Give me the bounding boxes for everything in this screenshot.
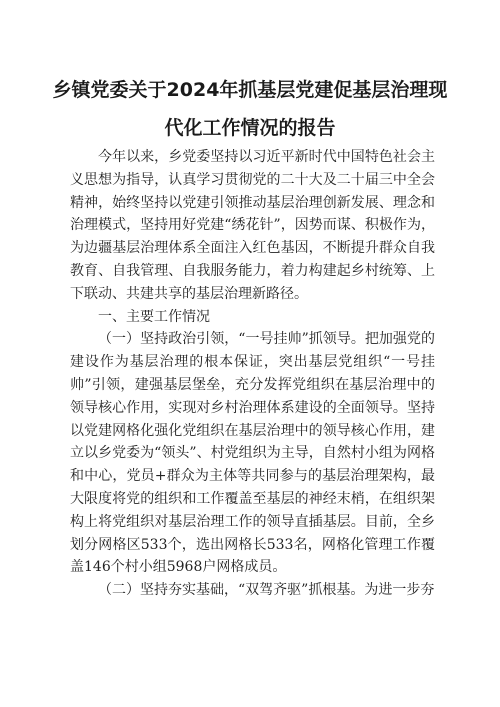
intro-paragraph: 今年以来，乡党委坚持以习近平新时代中国特色社会主义思想为指导，认真学习贯彻党的二十大及二十届三中全会精神，始终坚持以党建引领推动基层治理创新发展、理念和治理模式，坚持用好党建“绣花针”，因势而谋、积极作为，为边疆基层治理体系全面注入红色基因，不断提升群众自我教育、自我管理、自我服务能力，着力构建起乡村统筹、上下联动、共建共享的基层治理新路径。 (70, 149, 435, 302)
section-heading-main-work: 一、主要工作情况 (98, 308, 210, 325)
document-title-line-1: 乡镇党委关于2024年抓基层党建促基层治理现 (52, 79, 448, 101)
paragraph-political-leadership: （一）坚持政治引领，“一号挂帅”抓领导。把加强党的建设作为基层治理的根本保证，突出基层党组织“一号挂帅”引领，建强基层堡垒，充分发挥党组织在基层治理中的领导核心作用，实现对乡村治理体系建设的全面领导。坚持以党建网格化强化党组织在基层治理中的领导核心作用，建立以乡党委为“领头”、村党组织为主导，自然村小组为网格和中心，党员+群众为主体等共同参与的基层治理架构，最大限度将党的组织和工作覆盖至基层的神经末梢，在组织架构上将党组织对基层治理工作的领导直插基层。目前，全乡划分网格区533个，选出网格长533名，网格化管理工作覆盖146个村小组5968户网格成员。 (70, 331, 435, 576)
document-title-line-2: 代化工作情况的报告 (164, 117, 336, 139)
paragraph-foundation: （二）坚持夯实基础，“双驾齐驱”抓根基。为进一步夯 (98, 582, 435, 599)
document-body (70, 146, 435, 602)
